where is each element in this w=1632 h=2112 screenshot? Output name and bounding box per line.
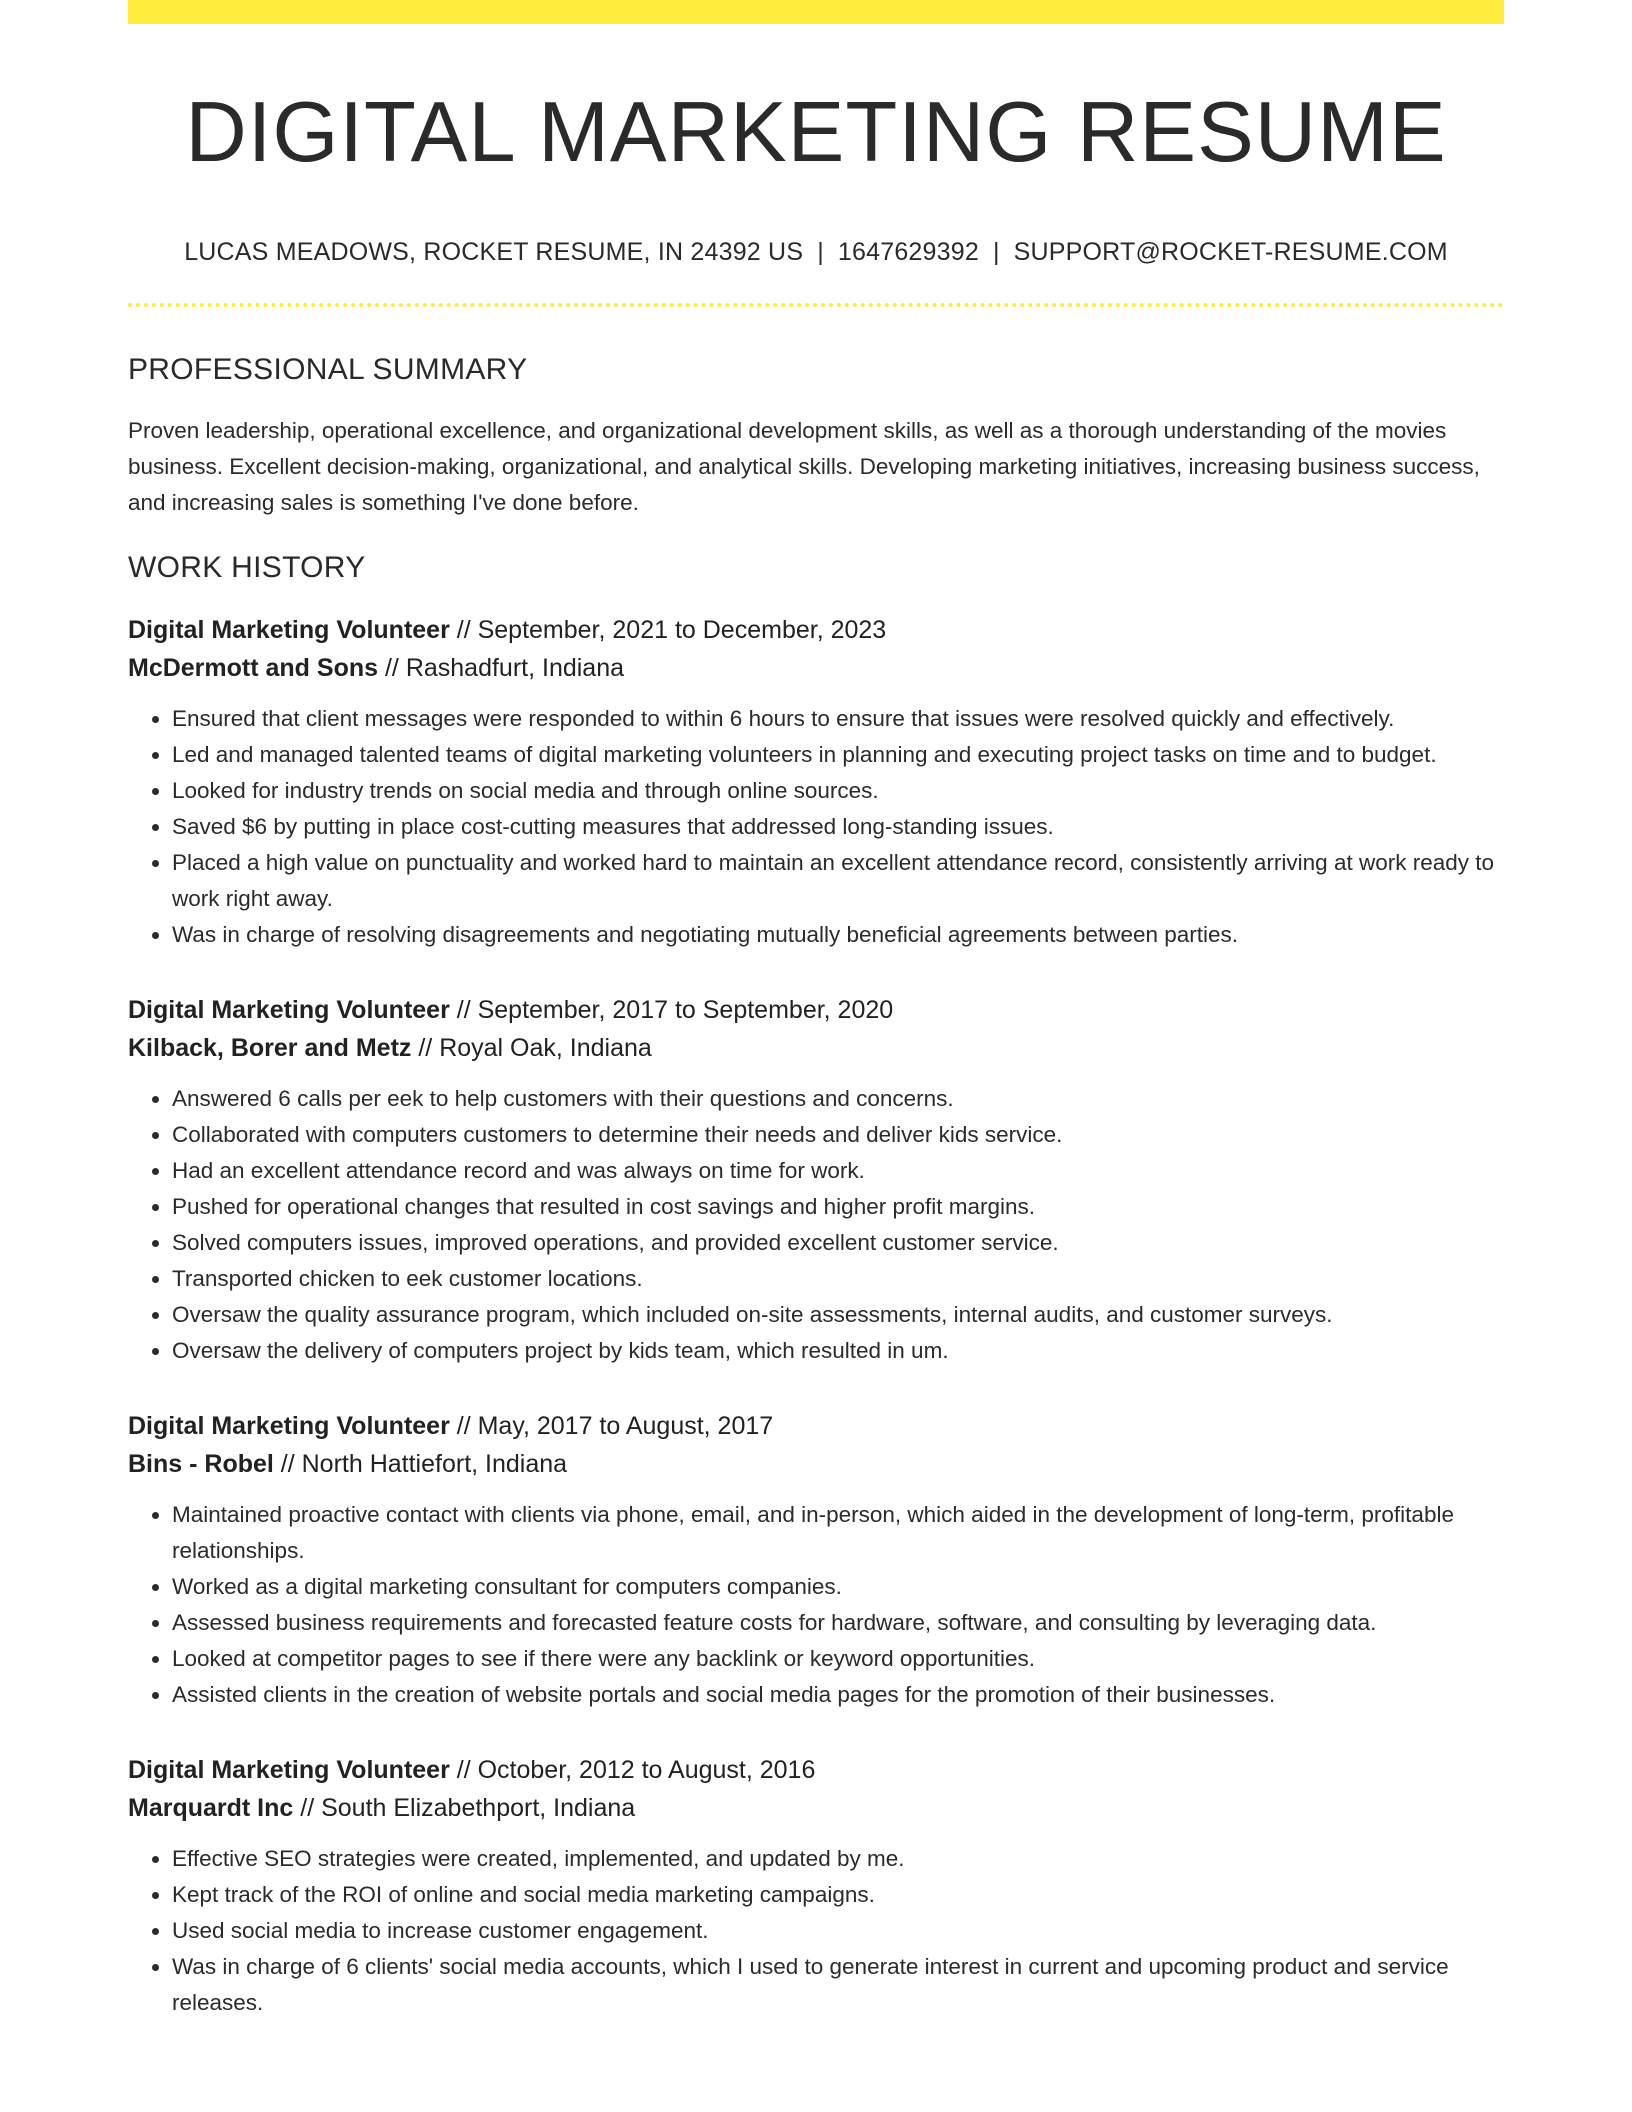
job-bullet-list	[128, 1497, 1504, 1713]
job-bullet: • Maintained proactive contact with clients via phone, email, and in-person, which aided in the development of long-term, profitable relationships.	[172, 1497, 1504, 1569]
job-bullet: • Kept track of the ROI of online and social media marketing campaigns.	[172, 1877, 1504, 1913]
job-company: Bins - Robel	[128, 1449, 274, 1478]
job-bullet: • Looked at competitor pages to see if there were any backlink or keyword opportunities.	[172, 1641, 1504, 1677]
job-location: // Rashadfurt, Indiana	[378, 653, 625, 682]
job-bullet: • Placed a high value on punctuality and worked hard to maintain an excellent attendance record, consistently arriving at work ready to work right away.	[172, 845, 1504, 917]
job-bullet: • Used social media to increase customer engagement.	[172, 1913, 1504, 1949]
contact-line	[128, 238, 1504, 267]
job-entry	[128, 1751, 1504, 2021]
job-bullet: • Saved $6 by putting in place cost-cutting measures that addressed long-standing issues.	[172, 809, 1504, 845]
job-bullet: • Oversaw the quality assurance program, which included on-site assessments, internal audits, and customer surveys.	[172, 1297, 1504, 1333]
job-bullet: • Worked as a digital marketing consultant for computers companies.	[172, 1569, 1504, 1605]
job-role-line	[128, 611, 1504, 649]
job-bullet-list	[128, 1841, 1504, 2021]
job-company-line	[128, 649, 1504, 687]
resume-title: DIGITAL MARKETING RESUME	[185, 85, 1447, 180]
job-dates: // May, 2017 to August, 2017	[449, 1411, 774, 1440]
job-role-line	[128, 1407, 1504, 1445]
work-history-list	[128, 611, 1504, 2021]
job-role: Digital Marketing Volunteer	[128, 1755, 450, 1784]
job-dates: // September, 2017 to September, 2020	[449, 995, 894, 1024]
job-bullet-list	[128, 1081, 1504, 1369]
job-role: Digital Marketing Volunteer	[128, 1411, 450, 1440]
job-bullet: • Ensured that client messages were responded to within 6 hours to ensure that issues were resolved quickly and effectively.	[172, 701, 1504, 737]
job-bullet: • Had an excellent attendance record and was always on time for work.	[172, 1153, 1504, 1189]
job-company: McDermott and Sons	[128, 653, 379, 682]
job-company-line	[128, 1445, 1504, 1483]
job-entry	[128, 991, 1504, 1369]
job-bullet: • Led and managed talented teams of digital marketing volunteers in planning and executing project tasks on time and to budget.	[172, 737, 1504, 773]
contact-separator: |	[992, 237, 1000, 266]
work-history-heading: WORK HISTORY	[128, 550, 366, 584]
job-company: Kilback, Borer and Metz	[128, 1033, 412, 1062]
job-entry	[128, 1407, 1504, 1713]
job-bullet: • Assisted clients in the creation of website portals and social media pages for the promotion of their businesses.	[172, 1677, 1504, 1713]
job-bullet: • Effective SEO strategies were created, implemented, and updated by me.	[172, 1841, 1504, 1877]
job-bullet: • Pushed for operational changes that resulted in cost savings and higher profit margins.	[172, 1189, 1504, 1225]
job-bullet: • Looked for industry trends on social media and through online sources.	[172, 773, 1504, 809]
accent-bar	[128, 0, 1504, 24]
job-location: // North Hattiefort, Indiana	[273, 1449, 568, 1478]
job-company-line	[128, 1789, 1504, 1827]
job-role-line	[128, 991, 1504, 1029]
job-bullet: • Solved computers issues, improved operations, and provided excellent customer service.	[172, 1225, 1504, 1261]
job-company-line	[128, 1029, 1504, 1067]
job-bullet-list	[128, 701, 1504, 953]
job-role: Digital Marketing Volunteer	[128, 615, 450, 644]
job-bullet: • Transported chicken to eek customer locations.	[172, 1261, 1504, 1297]
job-bullet: • Assessed business requirements and forecasted feature costs for hardware, software, and consulting by leveraging data.	[172, 1605, 1504, 1641]
dotted-divider	[128, 303, 1504, 307]
job-entry	[128, 611, 1504, 953]
job-location: // South Elizabethport, Indiana	[293, 1793, 636, 1822]
contact-separator: |	[817, 237, 824, 266]
job-role: Digital Marketing Volunteer	[128, 995, 450, 1024]
job-dates: // September, 2021 to December, 2023	[449, 615, 887, 644]
job-bullet: • Was in charge of 6 clients' social media accounts, which I used to generate interest in current and upcoming product and service releases.	[172, 1949, 1504, 2021]
summary-text: Proven leadership, operational excellence, and organizational development skills, as well as a thorough understanding of the movies business. Excellent decision-making, organizational, and analytical skills. Developing marketing initiatives, increasing business success, and increasing sales is something I've done before.	[128, 417, 1480, 515]
contact-email: SUPPORT@ROCKET-RESUME.COM	[1013, 237, 1448, 266]
job-company: Marquardt Inc	[128, 1793, 294, 1822]
job-location: // Royal Oak, Indiana	[411, 1033, 652, 1062]
summary-heading: PROFESSIONAL SUMMARY	[128, 352, 528, 386]
resume-page	[128, 0, 1504, 2021]
job-bullet: • Collaborated with computers customers to determine their needs and deliver kids service.	[172, 1117, 1504, 1153]
job-dates: // October, 2012 to August, 2016	[449, 1755, 816, 1784]
job-bullet: • Was in charge of resolving disagreements and negotiating mutually beneficial agreements between parties.	[172, 917, 1504, 953]
contact-phone: 1647629392	[837, 237, 979, 266]
job-bullet: • Oversaw the delivery of computers project by kids team, which resulted in um.	[172, 1333, 1504, 1369]
job-bullet: • Answered 6 calls per eek to help customers with their questions and concerns.	[172, 1081, 1504, 1117]
job-role-line	[128, 1751, 1504, 1789]
contact-address: LUCAS MEADOWS, ROCKET RESUME, IN 24392 US	[184, 237, 804, 266]
